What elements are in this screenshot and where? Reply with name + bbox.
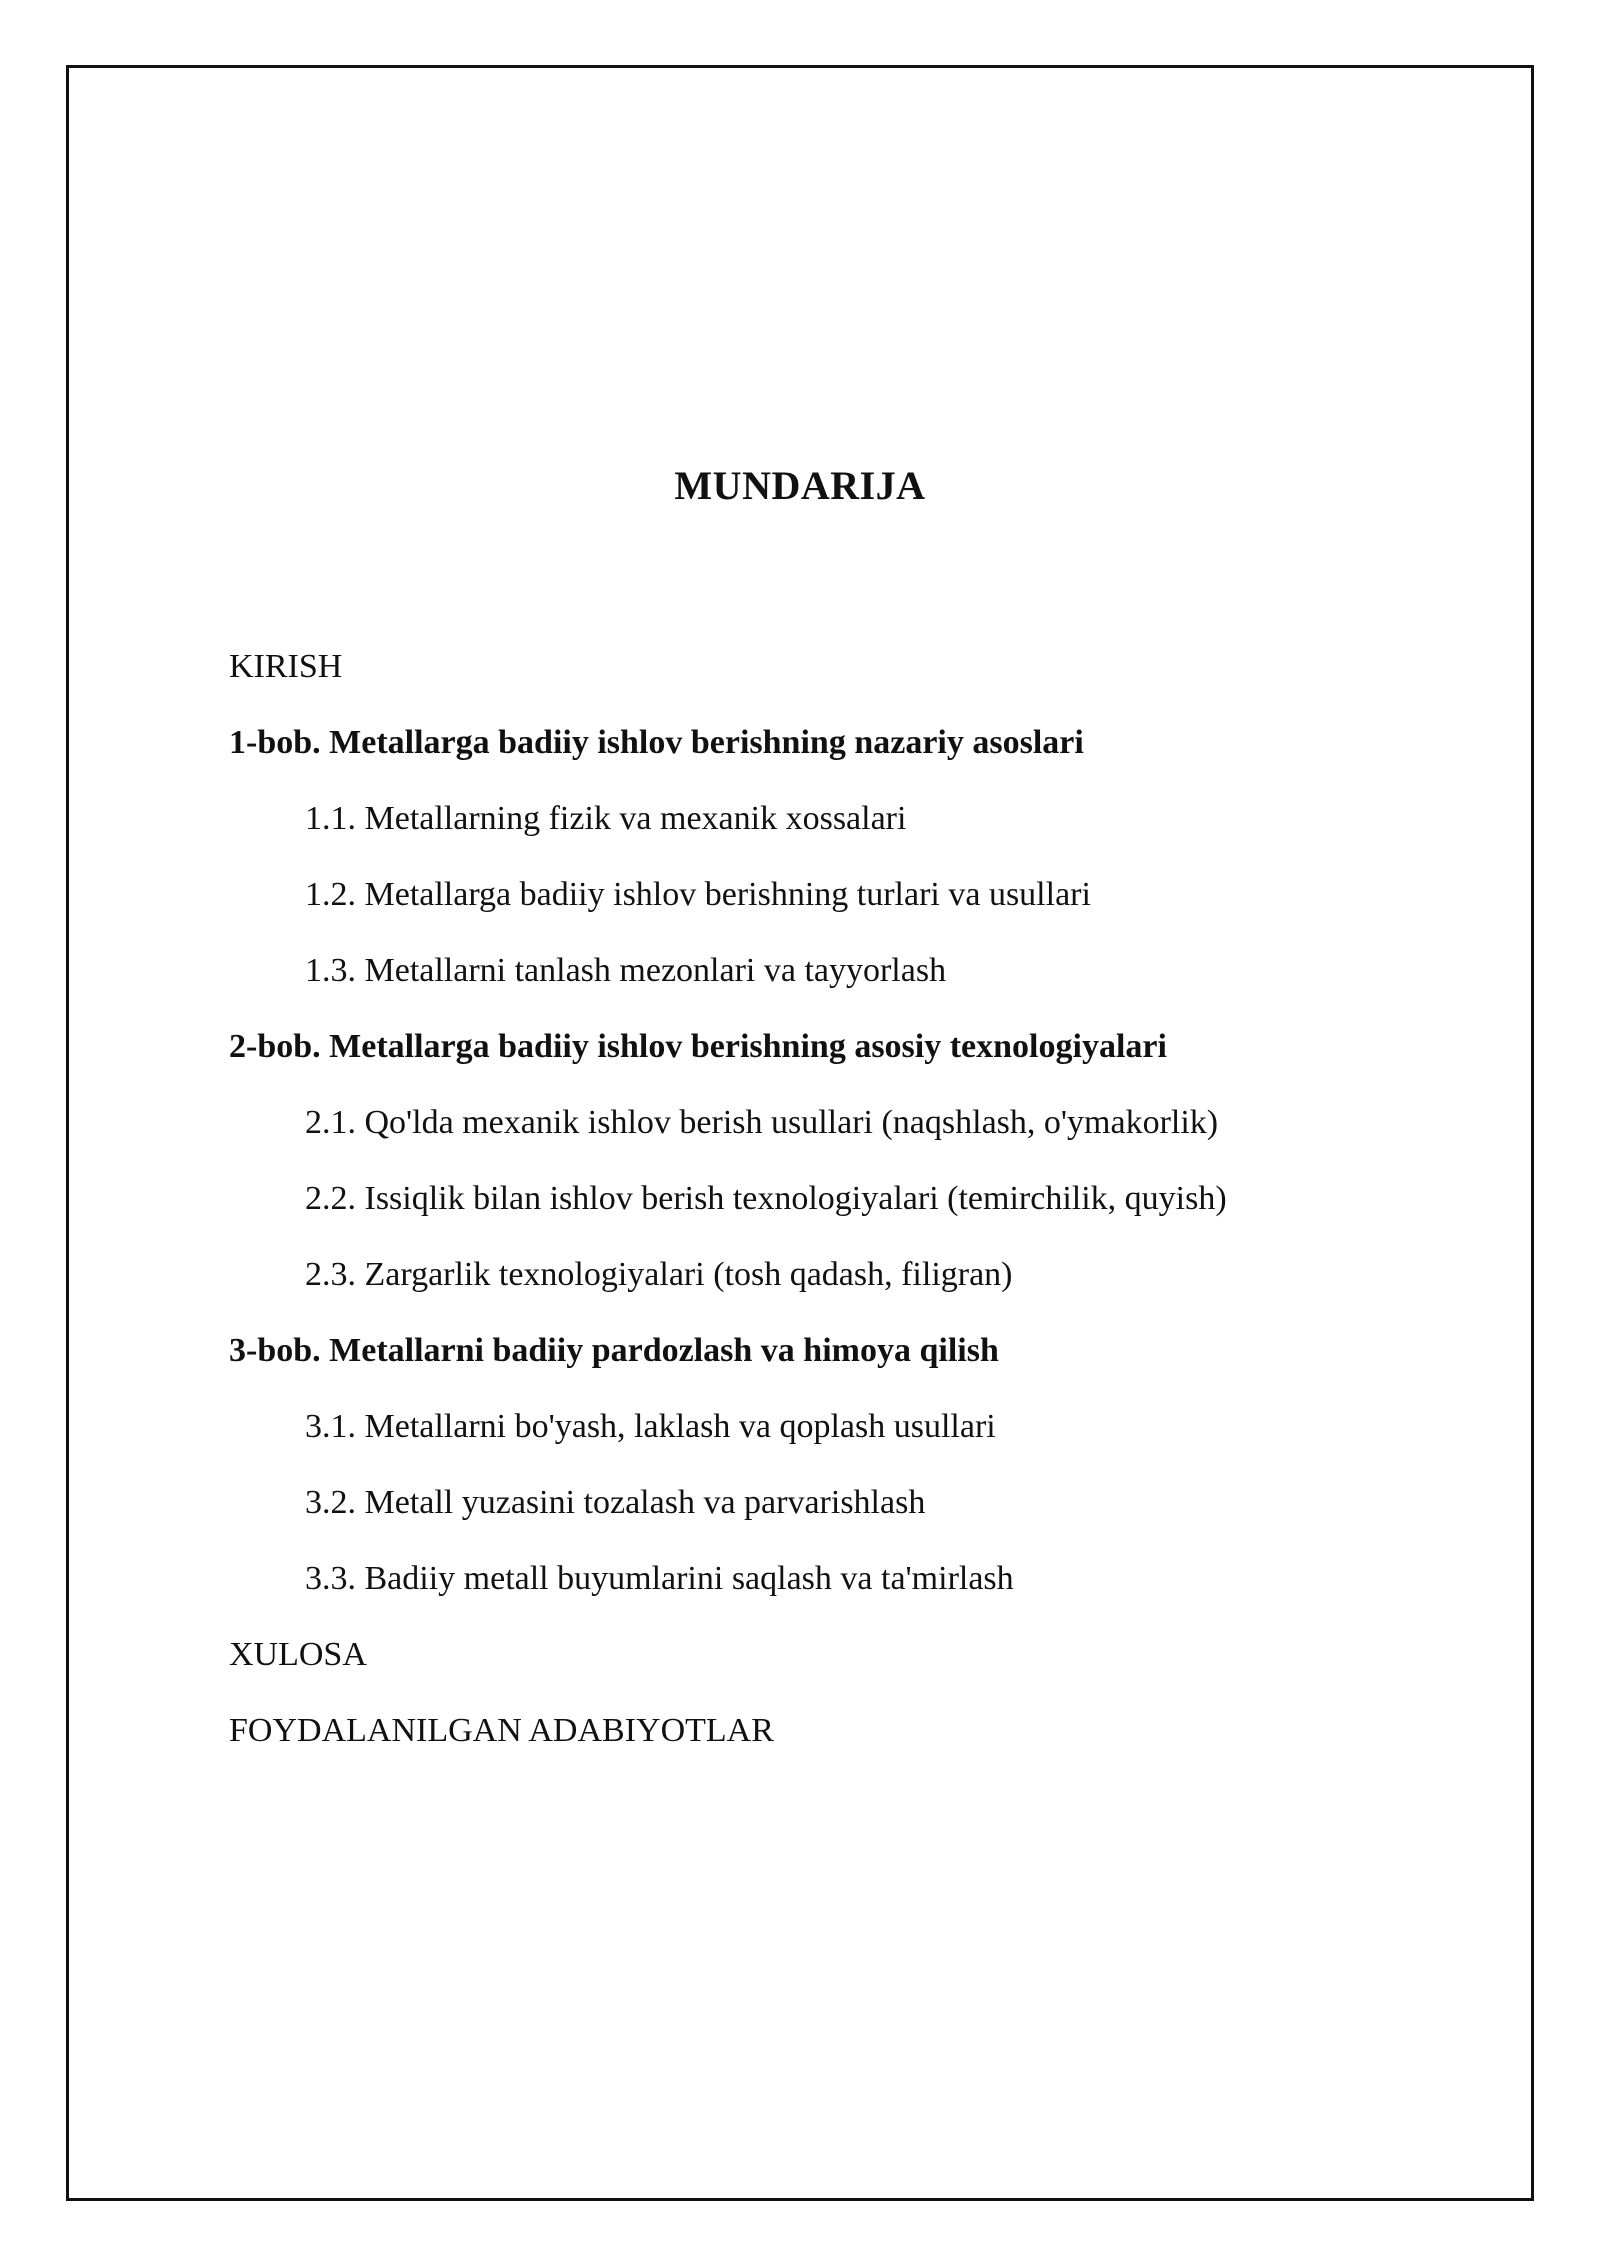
toc-chapter-2: 2-bob. Metallarga badiiy ishlov berishning asosiy texnologiyalari: [229, 1028, 1167, 1065]
table-of-contents: [229, 643, 1227, 1783]
toc-section-2-3: 2.3. Zargarlik texnologiyalari (tosh qadash, filigran): [305, 1256, 1013, 1293]
toc-section-1-2: 1.2. Metallarga badiiy ishlov berishning turlari va usullari: [305, 876, 1091, 913]
toc-item-adabiyotlar: FOYDALANILGAN ADABIYOTLAR: [229, 1712, 774, 1749]
toc-section-1-3: 1.3. Metallarni tanlash mezonlari va tayyorlash: [305, 952, 947, 989]
toc-item-kirish: KIRISH: [229, 648, 343, 685]
toc-chapter-1: 1-bob. Metallarga badiiy ishlov berishning nazariy asoslari: [229, 724, 1084, 761]
toc-chapter-3: 3-bob. Metallarni badiiy pardozlash va himoya qilish: [229, 1332, 999, 1369]
toc-section-3-3: 3.3. Badiiy metall buyumlarini saqlash va ta'mirlash: [305, 1560, 1014, 1597]
toc-item-xulosa: XULOSA: [229, 1636, 367, 1673]
toc-section-3-1: 3.1. Metallarni bo'yash, laklash va qoplash usullari: [305, 1408, 996, 1445]
toc-section-2-2: 2.2. Issiqlik bilan ishlov berish texnologiyalari (temirchilik, quyish): [305, 1180, 1227, 1217]
toc-section-3-2: 3.2. Metall yuzasini tozalash va parvarishlash: [305, 1484, 926, 1521]
toc-title: MUNDARIJA: [674, 463, 926, 508]
toc-section-1-1: 1.1. Metallarning fizik va mexanik xossalari: [305, 800, 907, 837]
toc-section-2-1: 2.1. Qo'lda mexanik ishlov berish usullari (naqshlash, o'ymakorlik): [305, 1104, 1219, 1141]
